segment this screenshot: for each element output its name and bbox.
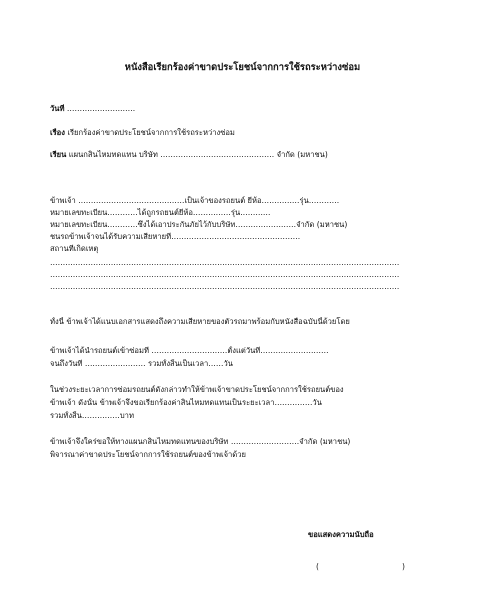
body-line: ข้าพเจ้า ……………………………………เป็นเจ้าของรถยนต์ ยี่ห้อ……………รุ่น………… (50, 196, 340, 205)
request-line: ข้าพเจ้าจึงใคร่ขอให้ทางแผนกสินไหมทดแทนของบริษัท ………………………จำกัด (มหาชน) (50, 437, 351, 446)
repair-line: ข้าพเจ้าได้นำรถยนต์เข้าซ่อมที่ …………………………ตั้งแต่วันที่……………………… (50, 346, 329, 355)
recipient-text: แผนกสินไหมทดแทน บริษัท ……………………………………… จำกัด (มหาชน) (66, 150, 328, 159)
recipient-line (50, 150, 455, 160)
dotted-line: ………………………………………………………………………………………………………………………… (50, 282, 400, 291)
subject-text: เรียกร้องค่าขาดประโยชน์จากการใช้รถระหว่างซ่อม (64, 128, 235, 137)
claim-line: ข้าพเจ้า ดังนั้น ข้าพเจ้าจึงขอเรียกร้องค่าสินไหมทดแทนเป็นระยะเวลา……………วัน (50, 398, 322, 407)
body-line: ชนรถข้าพเจ้าจนได้รับความเสียหายที่…………………………………………… (50, 232, 301, 241)
dotted-line: ………………………………………………………………………………………………………………………… (50, 270, 400, 279)
subject-label: เรื่อง (50, 128, 65, 137)
request-line: พิจารณาค่าขาดประโยชน์จากการใช้รถยนต์ของข้าพเจ้าด้วย (50, 450, 246, 459)
repair-line: จนถึงวันที่ …………………… รวมทั้งสิ้นเป็นเวลา……วัน (50, 359, 233, 368)
date-blank: ……………………… (64, 104, 136, 113)
signature-close-paren: ) (402, 562, 405, 571)
claim-line: ในช่วงระยะเวลาการซ่อมรถยนต์ดังกล่าวทำให้ข้าพเจ้าขาดประโยชน์จากการใช้รถยนต์ของ (50, 385, 344, 394)
date-line (50, 104, 455, 114)
body-line: หมายเลขทะเบียน…………ซึ่งได้เอาประกันภัยไว้กับบริษัท……………………จำกัด (มหาชน) (50, 220, 348, 229)
closing-regards: ขอแสดงความนับถือ (308, 530, 374, 539)
enclosure-line: ทั้งนี้ ข้าพเจ้าได้แนบเอกสารแสดงถึงความเสียหายของตัวรถมาพร้อมกับหนังสือฉบับนี้ด้วยโดย (50, 317, 350, 326)
body-line: สถานที่เกิดเหตุ (50, 244, 99, 253)
claim-line: รวมทั้งสิ้น……………บาท (50, 411, 134, 420)
document-title: หนังสือเรียกร้องค่าขาดประโยชน์จากการใช้รถระหว่างซ่อม (124, 62, 361, 73)
date-label: วันที่ (50, 104, 65, 113)
signature-open-paren: ( (316, 562, 319, 571)
subject-line (50, 128, 455, 138)
body-line: หมายเลขทะเบียน…………ได้ถูกรถยนต์ยี่ห้อ……………รุ่น………… (50, 208, 271, 217)
dotted-line: ………………………………………………………………………………………………………………………… (50, 258, 400, 267)
recipient-label: เรียน (50, 150, 67, 159)
